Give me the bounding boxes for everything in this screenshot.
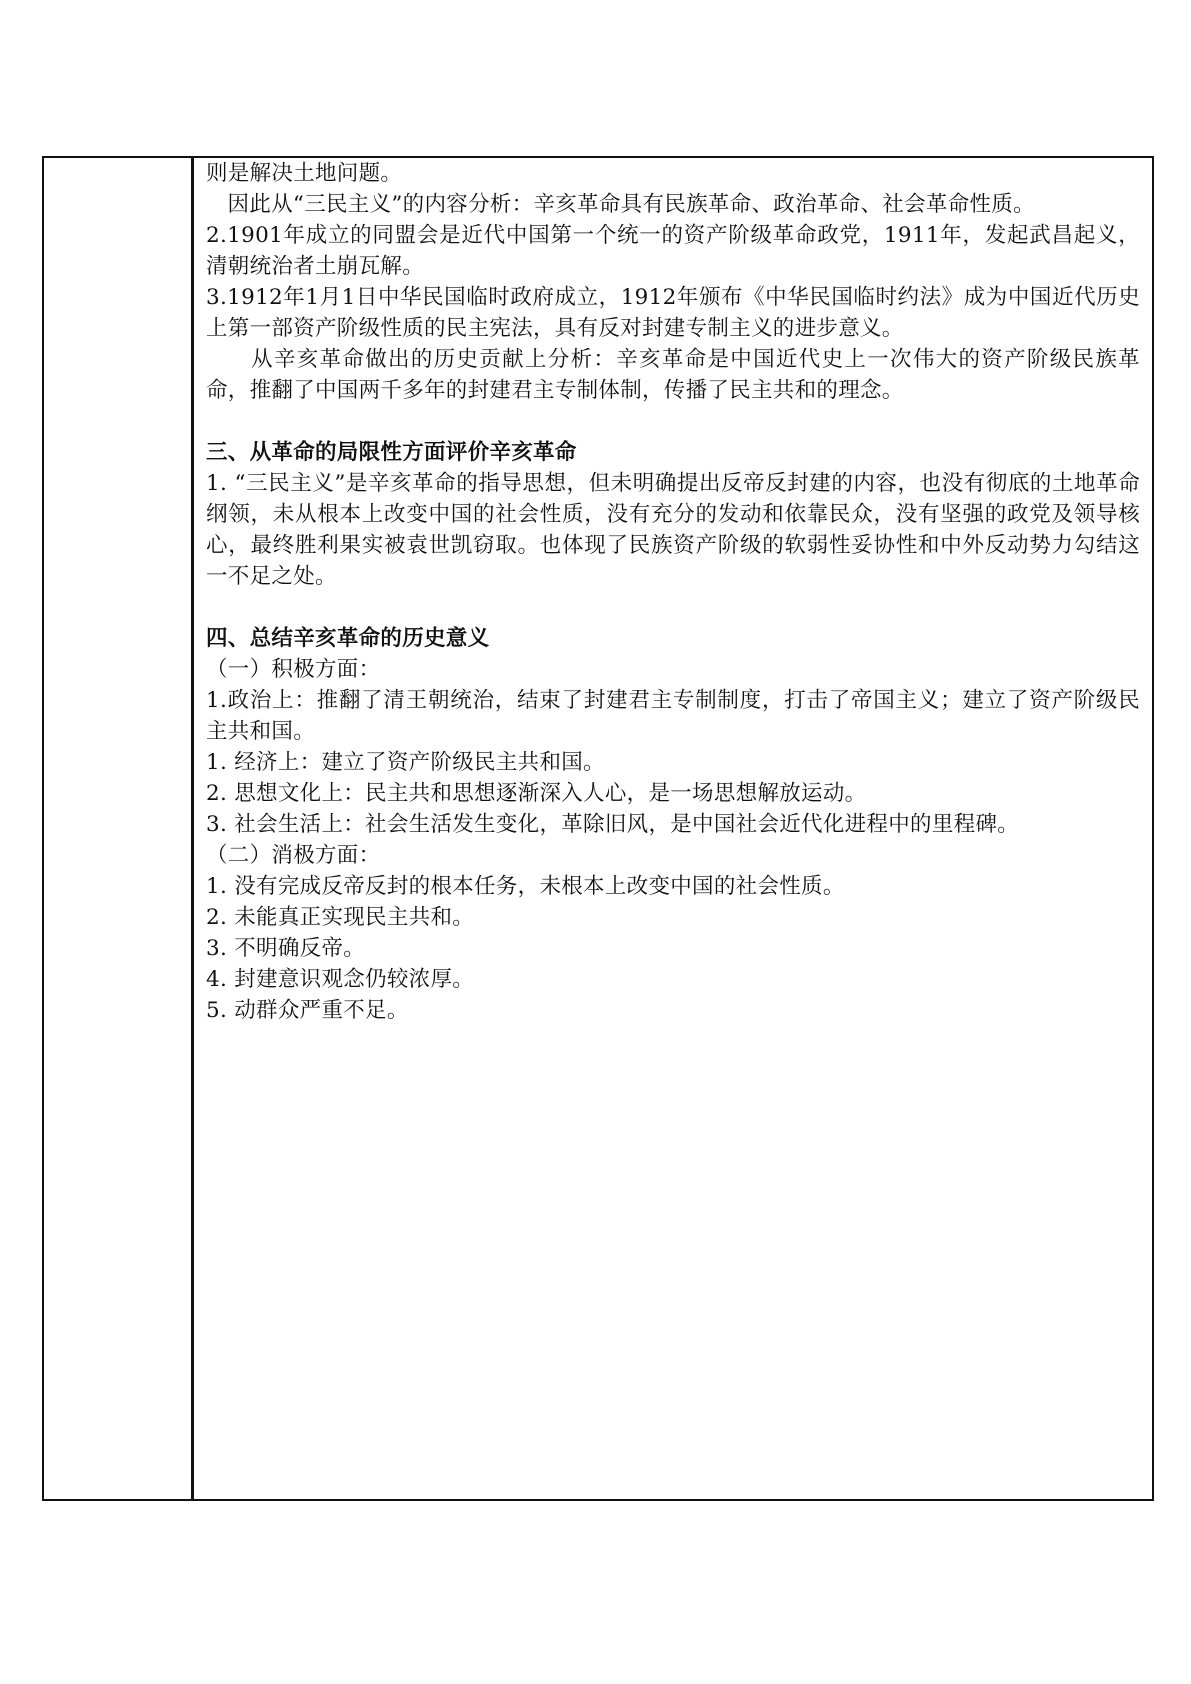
list-item: 2. 未能真正实现民主共和。 bbox=[206, 905, 475, 930]
document-table bbox=[42, 156, 1154, 1501]
list-item: 1. 没有完成反帝反封的根本任务，未根本上改变中国的社会性质。 bbox=[206, 874, 845, 899]
paragraph-land-issue: 则是解决土地问题。 bbox=[206, 161, 403, 186]
list-item: 3. 不明确反帝。 bbox=[206, 936, 366, 961]
section-three-heading: 三、从革命的局限性方面评价辛亥革命 bbox=[206, 440, 577, 465]
left-column-cell bbox=[44, 158, 194, 1499]
list-item: 4. 封建意识观念仍较浓厚。 bbox=[206, 967, 475, 992]
paragraph-tongmenghui: 2.1901年成立的同盟会是近代中国第一个统一的资产阶级革命政党，1911年，发起武昌起义，清朝统治者土崩瓦解。 bbox=[206, 223, 1140, 279]
list-item: 5. 动群众严重不足。 bbox=[206, 998, 409, 1023]
section-four-heading: 四、总结辛亥革命的历史意义 bbox=[206, 626, 490, 651]
list-item: 3. 社会生活上：社会生活发生变化，革除旧风，是中国社会近代化进程中的里程碑。 bbox=[206, 812, 1020, 837]
positive-aspects-title: （一）积极方面： bbox=[206, 657, 381, 682]
content-body bbox=[206, 158, 1140, 1026]
paragraph-provisional-government: 3.1912年1月1日中华民国临时政府成立，1912年颁布《中华民国临时约法》成为中国近代历史上第一部资产阶级性质的民主宪法，具有反对封建专制主义的进步意义。 bbox=[206, 285, 1140, 341]
list-item: 1.政治上：推翻了清王朝统治，结束了封建君主专制制度，打击了帝国主义；建立了资产阶级民主共和国。 bbox=[206, 688, 1140, 744]
paragraph-limitations: 1. “三民主义”是辛亥革命的指导思想，但未明确提出反帝反封建的内容，也没有彻底的土地革命纲领，未从根本上改变中国的社会性质，没有充分的发动和依靠民众，没有坚强的政党及领导核心，最终胜利果实被袁世凯窃取。也体现了民族资产阶级的软弱性妥协性和中外反动势力勾结这一不足之处。 bbox=[206, 471, 1140, 589]
list-item: 2. 思想文化上：民主共和思想逐渐深入人心，是一场思想解放运动。 bbox=[206, 781, 867, 806]
negative-aspects-title: （二）消极方面： bbox=[206, 843, 381, 868]
right-column-cell bbox=[194, 158, 1152, 1499]
list-item: 1. 经济上：建立了资产阶级民主共和国。 bbox=[206, 750, 605, 775]
paragraph-historical-contribution: 从辛亥革命做出的历史贡献上分析：辛亥革命是中国近代史上一次伟大的资产阶级民族革命，推翻了中国两千多年的封建君主专制体制，传播了民主共和的理念。 bbox=[206, 347, 1140, 403]
paragraph-three-principles: 因此从“三民主义”的内容分析：辛亥革命具有民族革命、政治革命、社会革命性质。 bbox=[227, 192, 1035, 217]
